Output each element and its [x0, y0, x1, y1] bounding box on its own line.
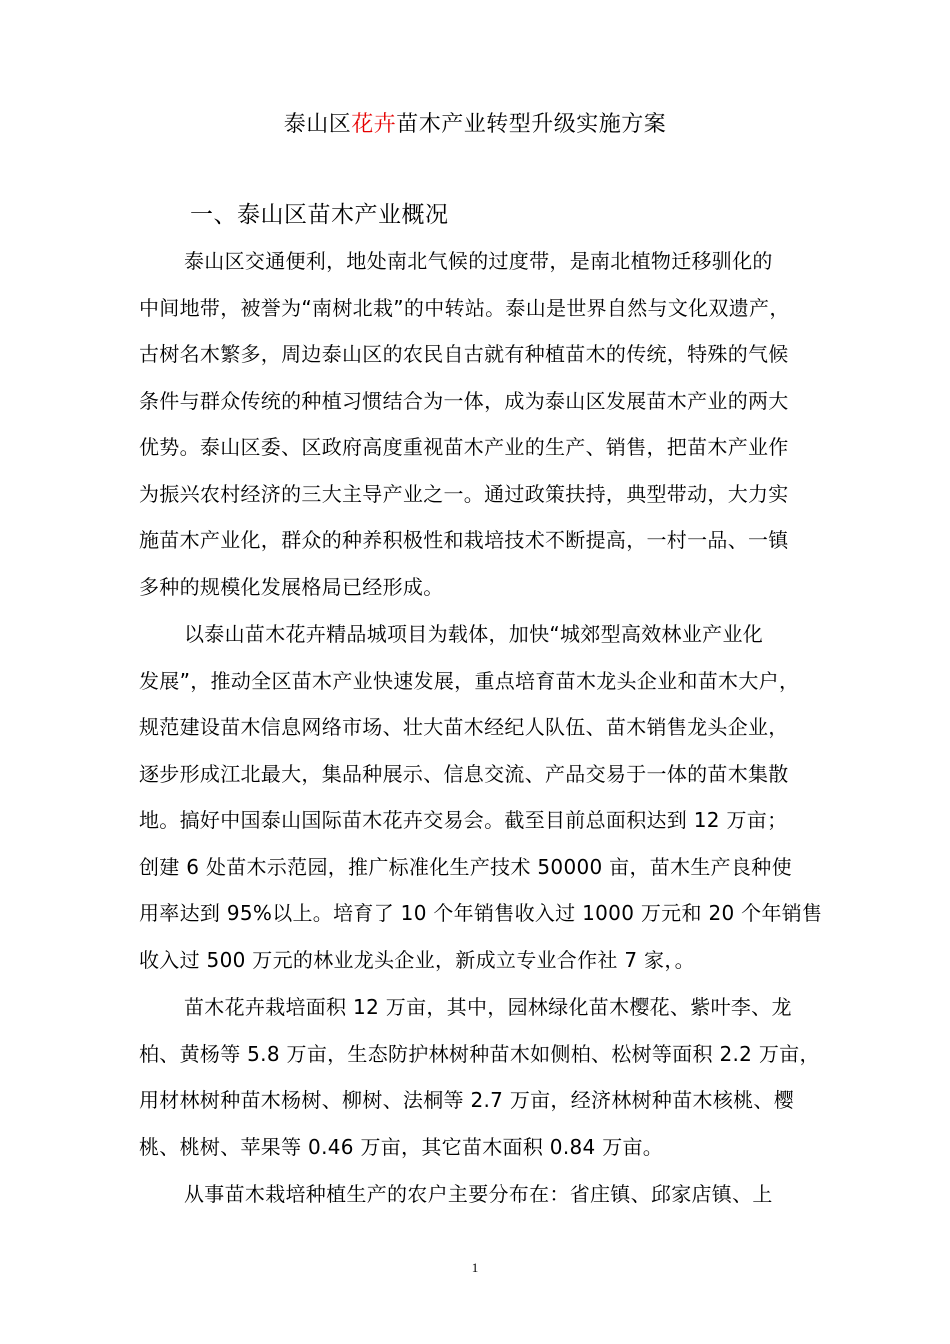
paragraph-line: 用材林树种苗木杨树、柳树、法桐等 2.7 万亩，经济林树种苗木核桃、樱 [139, 1088, 795, 1112]
paragraph-line: 规范建设苗木信息网络市场、壮大苗木经纪人队伍、苗木销售龙头企业， [139, 715, 789, 739]
paragraph-line: 地。搞好中国泰山国际苗木花卉交易会。截至目前总面积达到 12 万亩； [139, 808, 788, 832]
paragraph-line: 泰山区交通便利，地处南北气候的过度带，是南北植物迁移驯化的 [184, 249, 773, 273]
paragraph-line: 逐步形成江北最大，集品种展示、信息交流、产品交易于一体的苗木集散 [139, 761, 789, 786]
title-part2: 苗木产业转型升级实施方案 [396, 112, 667, 137]
body-paragraph-3 [139, 984, 829, 1170]
paragraph-line: 桃、桃树、苹果等 0.46 万亩，其它苗木面积 0.84 万亩。 [139, 1134, 664, 1159]
paragraph-line: 用率达到 95%以上。培育了 10 个年销售收入过 1000 万元和 20 个年销售 [139, 901, 823, 925]
paragraph-line: 创建 6 处苗木示范园，推广标准化生产技术 50000 亩，苗木生产良种使 [139, 854, 792, 879]
paragraph-line: 条件与群众传统的种植习惯结合为一体，成为泰山区发展苗木产业的两大 [139, 388, 789, 413]
body-paragraph-1 [139, 238, 829, 610]
paragraph-line: 收入过 500 万元的林业龙头企业，新成立专业合作社 7 家，。 [139, 947, 695, 972]
paragraph-line: 施苗木产业化，群众的种养积极性和栽培技术不断提高，一村一品、一镇 [139, 528, 789, 552]
body-paragraph-2 [139, 611, 829, 983]
title-highlight: 花卉 [351, 112, 397, 137]
paragraph-line: 为振兴农村经济的三大主导产业之一。通过政策扶持，典型带动，大力实 [139, 481, 789, 506]
paragraph-line: 苗木花卉栽培面积 12 万亩，其中，园林绿化苗木樱花、紫叶李、龙 [184, 995, 792, 1019]
paragraph-line: 从事苗木栽培种植生产的农户主要分布在：省庄镇、邱家店镇、上 [184, 1182, 773, 1206]
paragraph-line: 中间地带，被誉为“南树北栽”的中转站。泰山是世界自然与文化双遗产， [139, 295, 790, 320]
body-paragraph-4 [139, 1171, 829, 1218]
paragraph-line: 古树名木繁多，周边泰山区的农民自古就有种植苗木的传统，特殊的气候 [139, 342, 789, 366]
title-part1: 泰山区 [283, 112, 352, 137]
paragraph-line: 以泰山苗木花卉精品城项目为载体，加快“城郊型高效林业产业化 [184, 622, 764, 646]
document-title [0, 110, 950, 140]
paragraph-line: 发展”，推动全区苗木产业快速发展，重点培育苗木龙头企业和苗木大户， [139, 668, 800, 693]
paragraph-line: 柏、黄杨等 5.8 万亩，生态防护林树种苗木如侧柏、松树等面积 2.2 万亩， [139, 1041, 820, 1066]
paragraph-line: 多种的规模化发展格局已经形成。 [139, 574, 444, 599]
page-number: 1 [471, 1260, 479, 1275]
section-heading: 一、泰山区苗木产业概况 [190, 202, 449, 228]
paragraph-line: 优势。泰山区委、区政府高度重视苗木产业的生产、销售，把苗木产业作 [139, 435, 789, 459]
